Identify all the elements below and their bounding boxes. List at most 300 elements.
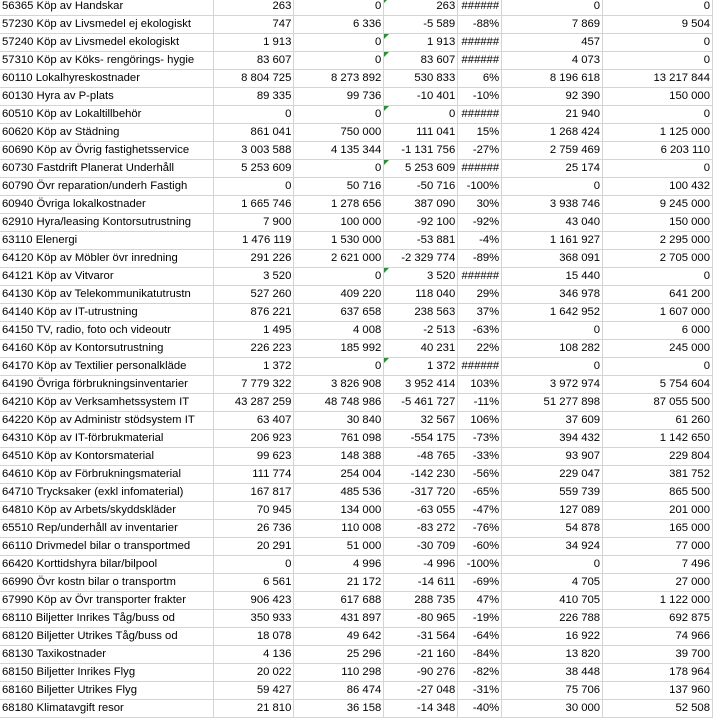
annual-budget-cell[interactable]: 9 245 000: [603, 196, 713, 214]
outcome-cell[interactable]: 5 253 609: [214, 160, 294, 178]
table-row: [0, 304, 713, 322]
annual-budget-cell[interactable]: 87 055 500: [603, 394, 713, 412]
budget-cell[interactable]: 485 536: [294, 484, 384, 502]
annual-budget-cell[interactable]: 9 504: [603, 16, 713, 34]
annual-budget-cell[interactable]: 39 700: [603, 646, 713, 664]
difference-cell[interactable]: 530 833: [384, 70, 458, 88]
percent-cell[interactable]: 47%: [458, 592, 502, 610]
annual-budget-cell[interactable]: 0: [603, 34, 713, 52]
budget-cell[interactable]: 4 008: [294, 322, 384, 340]
percent-cell[interactable]: 37%: [458, 304, 502, 322]
annual-budget-cell[interactable]: 692 875: [603, 610, 713, 628]
account-cell[interactable]: 60620 Köp av Städning: [0, 124, 214, 142]
percent-cell[interactable]: -100%: [458, 556, 502, 574]
previous-year-cell[interactable]: 3 972 974: [502, 376, 603, 394]
outcome-cell[interactable]: 83 607: [214, 52, 294, 70]
account-cell[interactable]: 64610 Köp av Förbrukningsmaterial: [0, 466, 214, 484]
percent-cell[interactable]: -40%: [458, 700, 502, 718]
annual-budget-cell[interactable]: 2 705 000: [603, 250, 713, 268]
percent-cell[interactable]: -69%: [458, 574, 502, 592]
difference-cell[interactable]: -5 589: [384, 16, 458, 34]
difference-cell[interactable]: -31 564: [384, 628, 458, 646]
outcome-cell[interactable]: 20 291: [214, 538, 294, 556]
budget-cell[interactable]: 99 736: [294, 88, 384, 106]
previous-year-cell[interactable]: 3 938 746: [502, 196, 603, 214]
outcome-cell[interactable]: 18 078: [214, 628, 294, 646]
percent-cell[interactable]: -31%: [458, 682, 502, 700]
difference-cell[interactable]: 111 041: [384, 124, 458, 142]
outcome-cell[interactable]: 1 665 746: [214, 196, 294, 214]
annual-budget-cell[interactable]: 7 496: [603, 556, 713, 574]
outcome-cell[interactable]: 0: [214, 106, 294, 124]
previous-year-cell[interactable]: 8 196 618: [502, 70, 603, 88]
budget-cell[interactable]: 86 474: [294, 682, 384, 700]
previous-year-cell[interactable]: 15 440: [502, 268, 603, 286]
previous-year-cell[interactable]: 457: [502, 34, 603, 52]
account-cell[interactable]: 57240 Köp av Livsmedel ekologiskt: [0, 34, 214, 52]
budget-cell[interactable]: 761 098: [294, 430, 384, 448]
account-cell[interactable]: 60790 Övr reparation/underh Fastigh: [0, 178, 214, 196]
percent-cell[interactable]: -27%: [458, 142, 502, 160]
budget-cell[interactable]: 0: [294, 0, 384, 16]
table-row: [0, 592, 713, 610]
difference-cell[interactable]: 387 090: [384, 196, 458, 214]
outcome-cell[interactable]: 111 774: [214, 466, 294, 484]
previous-year-cell[interactable]: 0: [502, 178, 603, 196]
account-cell[interactable]: 64220 Köp av Administr stödsystem IT: [0, 412, 214, 430]
difference-cell[interactable]: 1 372: [384, 358, 458, 376]
budget-cell[interactable]: 49 642: [294, 628, 384, 646]
table-row: [0, 664, 713, 682]
outcome-cell[interactable]: 6 561: [214, 574, 294, 592]
annual-budget-cell[interactable]: 245 000: [603, 340, 713, 358]
previous-year-cell[interactable]: 410 705: [502, 592, 603, 610]
budget-cell[interactable]: 750 000: [294, 124, 384, 142]
percent-cell[interactable]: 29%: [458, 286, 502, 304]
outcome-cell[interactable]: 4 136: [214, 646, 294, 664]
previous-year-cell[interactable]: 34 924: [502, 538, 603, 556]
table-row: [0, 322, 713, 340]
outcome-cell[interactable]: 1 495: [214, 322, 294, 340]
difference-cell[interactable]: -50 716: [384, 178, 458, 196]
outcome-cell[interactable]: 861 041: [214, 124, 294, 142]
budget-cell[interactable]: 110 298: [294, 664, 384, 682]
outcome-cell[interactable]: 3 003 588: [214, 142, 294, 160]
table-row: [0, 52, 713, 70]
previous-year-cell[interactable]: 21 940: [502, 106, 603, 124]
percent-cell[interactable]: -63%: [458, 322, 502, 340]
percent-cell[interactable]: -73%: [458, 430, 502, 448]
annual-budget-cell[interactable]: 61 260: [603, 412, 713, 430]
account-cell[interactable]: 60730 Fastdrift Planerat Underhåll: [0, 160, 214, 178]
account-cell[interactable]: 64140 Köp av IT-utrustning: [0, 304, 214, 322]
previous-year-cell[interactable]: 108 282: [502, 340, 603, 358]
annual-budget-cell[interactable]: 27 000: [603, 574, 713, 592]
budget-cell[interactable]: 0: [294, 268, 384, 286]
percent-cell[interactable]: -82%: [458, 664, 502, 682]
annual-budget-cell[interactable]: 13 217 844: [603, 70, 713, 88]
previous-year-cell[interactable]: 54 878: [502, 520, 603, 538]
difference-cell[interactable]: -142 230: [384, 466, 458, 484]
percent-cell[interactable]: ######: [458, 268, 502, 286]
percent-cell[interactable]: -19%: [458, 610, 502, 628]
account-cell[interactable]: 57310 Köp av Köks- rengörings- hygie: [0, 52, 214, 70]
table-row: [0, 556, 713, 574]
outcome-cell[interactable]: 7 779 322: [214, 376, 294, 394]
annual-budget-cell[interactable]: 0: [603, 358, 713, 376]
annual-budget-cell[interactable]: 6 000: [603, 322, 713, 340]
percent-cell[interactable]: 103%: [458, 376, 502, 394]
account-cell[interactable]: 67990 Köp av Övr transporter frakter: [0, 592, 214, 610]
outcome-cell[interactable]: 1 476 119: [214, 232, 294, 250]
budget-cell[interactable]: 6 336: [294, 16, 384, 34]
previous-year-cell[interactable]: 0: [502, 0, 603, 16]
previous-year-cell[interactable]: 346 978: [502, 286, 603, 304]
table-row: [0, 646, 713, 664]
annual-budget-cell[interactable]: 0: [603, 106, 713, 124]
outcome-cell[interactable]: 89 335: [214, 88, 294, 106]
account-cell[interactable]: 64810 Köp av Arbets/skyddskläder: [0, 502, 214, 520]
account-cell[interactable]: 68180 Klimatavgift resor: [0, 700, 214, 718]
outcome-cell[interactable]: 3 520: [214, 268, 294, 286]
account-cell[interactable]: 57230 Köp av Livsmedel ej ekologiskt: [0, 16, 214, 34]
percent-cell[interactable]: -88%: [458, 16, 502, 34]
table-row: [0, 160, 713, 178]
budget-cell[interactable]: 637 658: [294, 304, 384, 322]
outcome-cell[interactable]: 747: [214, 16, 294, 34]
outcome-cell[interactable]: 20 022: [214, 664, 294, 682]
outcome-cell[interactable]: 906 423: [214, 592, 294, 610]
difference-cell[interactable]: -10 401: [384, 88, 458, 106]
previous-year-cell[interactable]: 226 788: [502, 610, 603, 628]
annual-budget-cell[interactable]: 641 200: [603, 286, 713, 304]
previous-year-cell[interactable]: 2 759 469: [502, 142, 603, 160]
difference-cell[interactable]: 32 567: [384, 412, 458, 430]
budget-cell[interactable]: 8 273 892: [294, 70, 384, 88]
annual-budget-cell[interactable]: 100 432: [603, 178, 713, 196]
previous-year-cell[interactable]: 30 000: [502, 700, 603, 718]
account-cell[interactable]: 68130 Taxikostnader: [0, 646, 214, 664]
difference-cell[interactable]: 3 952 414: [384, 376, 458, 394]
percent-cell[interactable]: -89%: [458, 250, 502, 268]
budget-cell[interactable]: 134 000: [294, 502, 384, 520]
previous-year-cell[interactable]: 43 040: [502, 214, 603, 232]
budget-cell[interactable]: 0: [294, 160, 384, 178]
percent-cell[interactable]: ######: [458, 106, 502, 124]
annual-budget-cell[interactable]: 1 142 650: [603, 430, 713, 448]
outcome-cell[interactable]: 21 810: [214, 700, 294, 718]
annual-budget-cell[interactable]: 52 508: [603, 700, 713, 718]
annual-budget-cell[interactable]: 229 804: [603, 448, 713, 466]
outcome-cell[interactable]: 63 407: [214, 412, 294, 430]
account-cell[interactable]: 65510 Rep/underhåll av inventarier: [0, 520, 214, 538]
difference-cell[interactable]: 263: [384, 0, 458, 16]
table-row: [0, 466, 713, 484]
outcome-cell[interactable]: 291 226: [214, 250, 294, 268]
difference-cell[interactable]: -92 100: [384, 214, 458, 232]
difference-cell[interactable]: 3 520: [384, 268, 458, 286]
account-cell[interactable]: 60690 Köp av Övrig fastighetsservice: [0, 142, 214, 160]
percent-cell[interactable]: ######: [458, 52, 502, 70]
budget-cell[interactable]: 0: [294, 52, 384, 70]
difference-cell[interactable]: -53 881: [384, 232, 458, 250]
budget-cell[interactable]: 148 388: [294, 448, 384, 466]
budget-cell[interactable]: 431 897: [294, 610, 384, 628]
outcome-cell[interactable]: 263: [214, 0, 294, 16]
budget-cell[interactable]: 4 996: [294, 556, 384, 574]
outcome-cell[interactable]: 99 623: [214, 448, 294, 466]
account-cell[interactable]: 64190 Övriga förbrukningsinventarier: [0, 376, 214, 394]
table-row: [0, 610, 713, 628]
annual-budget-cell[interactable]: 2 295 000: [603, 232, 713, 250]
previous-year-cell[interactable]: 368 091: [502, 250, 603, 268]
previous-year-cell[interactable]: 37 609: [502, 412, 603, 430]
budget-cell[interactable]: 36 158: [294, 700, 384, 718]
annual-budget-cell[interactable]: 6 203 110: [603, 142, 713, 160]
previous-year-cell[interactable]: 51 277 898: [502, 394, 603, 412]
account-cell[interactable]: 66420 Korttidshyra bilar/bilpool: [0, 556, 214, 574]
difference-cell[interactable]: 5 253 609: [384, 160, 458, 178]
difference-cell[interactable]: -5 461 727: [384, 394, 458, 412]
account-cell[interactable]: 64510 Köp av Kontorsmaterial: [0, 448, 214, 466]
budget-cell[interactable]: 4 135 344: [294, 142, 384, 160]
difference-cell[interactable]: -27 048: [384, 682, 458, 700]
annual-budget-cell[interactable]: 1 125 000: [603, 124, 713, 142]
previous-year-cell[interactable]: 559 739: [502, 484, 603, 502]
outcome-cell[interactable]: 59 427: [214, 682, 294, 700]
previous-year-cell[interactable]: 92 390: [502, 88, 603, 106]
budget-cell[interactable]: 1 278 656: [294, 196, 384, 214]
outcome-cell[interactable]: 8 804 725: [214, 70, 294, 88]
difference-cell[interactable]: -2 329 774: [384, 250, 458, 268]
annual-budget-cell[interactable]: 865 500: [603, 484, 713, 502]
outcome-cell[interactable]: 206 923: [214, 430, 294, 448]
percent-cell[interactable]: -10%: [458, 88, 502, 106]
percent-cell[interactable]: ######: [458, 358, 502, 376]
difference-cell[interactable]: -30 709: [384, 538, 458, 556]
table-row: [0, 106, 713, 124]
difference-cell[interactable]: -48 765: [384, 448, 458, 466]
percent-cell[interactable]: 106%: [458, 412, 502, 430]
account-cell[interactable]: 64150 TV, radio, foto och videoutr: [0, 322, 214, 340]
account-cell[interactable]: 64210 Köp av Verksamhetssystem IT: [0, 394, 214, 412]
percent-cell[interactable]: 22%: [458, 340, 502, 358]
outcome-cell[interactable]: 527 260: [214, 286, 294, 304]
difference-cell[interactable]: -4 996: [384, 556, 458, 574]
budget-cell[interactable]: 3 826 908: [294, 376, 384, 394]
account-cell[interactable]: 62910 Hyra/leasing Kontorsutrustning: [0, 214, 214, 232]
difference-cell[interactable]: 40 231: [384, 340, 458, 358]
annual-budget-cell[interactable]: 150 000: [603, 88, 713, 106]
outcome-cell[interactable]: 350 933: [214, 610, 294, 628]
table-row: [0, 268, 713, 286]
budget-cell[interactable]: 21 172: [294, 574, 384, 592]
account-cell[interactable]: 66990 Övr kostn bilar o transportm: [0, 574, 214, 592]
outcome-cell[interactable]: 167 817: [214, 484, 294, 502]
previous-year-cell[interactable]: 7 869: [502, 16, 603, 34]
annual-budget-cell[interactable]: 0: [603, 52, 713, 70]
table-row: [0, 682, 713, 700]
difference-cell[interactable]: -554 175: [384, 430, 458, 448]
difference-cell[interactable]: -21 160: [384, 646, 458, 664]
percent-cell[interactable]: -47%: [458, 502, 502, 520]
difference-cell[interactable]: -1 131 756: [384, 142, 458, 160]
previous-year-cell[interactable]: 1 268 424: [502, 124, 603, 142]
account-cell[interactable]: 63110 Elenergi: [0, 232, 214, 250]
percent-cell[interactable]: -56%: [458, 466, 502, 484]
difference-cell[interactable]: 288 735: [384, 592, 458, 610]
annual-budget-cell[interactable]: 5 754 604: [603, 376, 713, 394]
budget-cell[interactable]: 30 840: [294, 412, 384, 430]
outcome-cell[interactable]: 0: [214, 178, 294, 196]
account-cell[interactable]: 68110 Biljetter Inrikes Tåg/buss od: [0, 610, 214, 628]
budget-cell[interactable]: 50 716: [294, 178, 384, 196]
percent-cell[interactable]: -60%: [458, 538, 502, 556]
percent-cell[interactable]: ######: [458, 160, 502, 178]
budget-cell[interactable]: 2 621 000: [294, 250, 384, 268]
difference-cell[interactable]: -90 276: [384, 664, 458, 682]
annual-budget-cell[interactable]: 150 000: [603, 214, 713, 232]
percent-cell[interactable]: -84%: [458, 646, 502, 664]
account-cell[interactable]: 56365 Köp av Handskar: [0, 0, 214, 16]
previous-year-cell[interactable]: 1 642 952: [502, 304, 603, 322]
annual-budget-cell[interactable]: 0: [603, 160, 713, 178]
difference-cell[interactable]: -83 272: [384, 520, 458, 538]
account-cell[interactable]: 60110 Lokalhyreskostnader: [0, 70, 214, 88]
account-cell[interactable]: 64710 Trycksaker (exkl infomaterial): [0, 484, 214, 502]
difference-cell[interactable]: -63 055: [384, 502, 458, 520]
budget-cell[interactable]: 0: [294, 358, 384, 376]
percent-cell[interactable]: 15%: [458, 124, 502, 142]
difference-cell[interactable]: 83 607: [384, 52, 458, 70]
account-cell[interactable]: 68120 Biljetter Utrikes Tåg/buss od: [0, 628, 214, 646]
annual-budget-cell[interactable]: 165 000: [603, 520, 713, 538]
percent-cell[interactable]: -92%: [458, 214, 502, 232]
previous-year-cell[interactable]: 4 705: [502, 574, 603, 592]
difference-cell[interactable]: -14 348: [384, 700, 458, 718]
annual-budget-cell[interactable]: 0: [603, 0, 713, 16]
difference-cell[interactable]: -2 513: [384, 322, 458, 340]
table-row: [0, 88, 713, 106]
outcome-cell[interactable]: 226 223: [214, 340, 294, 358]
account-cell[interactable]: 64170 Köp av Textilier personalkläde: [0, 358, 214, 376]
outcome-cell[interactable]: 0: [214, 556, 294, 574]
annual-budget-cell[interactable]: 0: [603, 268, 713, 286]
percent-cell[interactable]: 6%: [458, 70, 502, 88]
previous-year-cell[interactable]: 0: [502, 556, 603, 574]
outcome-cell[interactable]: 876 221: [214, 304, 294, 322]
percent-cell[interactable]: -76%: [458, 520, 502, 538]
table-row: [0, 574, 713, 592]
percent-cell[interactable]: -11%: [458, 394, 502, 412]
budget-cell[interactable]: 0: [294, 106, 384, 124]
budget-cell[interactable]: 409 220: [294, 286, 384, 304]
account-cell[interactable]: 66110 Drivmedel bilar o transportmed: [0, 538, 214, 556]
difference-cell[interactable]: 238 563: [384, 304, 458, 322]
budget-cell[interactable]: 51 000: [294, 538, 384, 556]
table-row: [0, 340, 713, 358]
difference-cell[interactable]: -80 965: [384, 610, 458, 628]
annual-budget-cell[interactable]: 1 122 000: [603, 592, 713, 610]
annual-budget-cell[interactable]: 137 960: [603, 682, 713, 700]
previous-year-cell[interactable]: 0: [502, 358, 603, 376]
difference-cell[interactable]: -14 611: [384, 574, 458, 592]
annual-budget-cell[interactable]: 381 752: [603, 466, 713, 484]
annual-budget-cell[interactable]: 178 964: [603, 664, 713, 682]
account-cell[interactable]: 68150 Biljetter Inrikes Flyg: [0, 664, 214, 682]
table-row: [0, 376, 713, 394]
budget-cell[interactable]: 25 296: [294, 646, 384, 664]
annual-budget-cell[interactable]: 74 966: [603, 628, 713, 646]
previous-year-cell[interactable]: 0: [502, 322, 603, 340]
percent-cell[interactable]: -64%: [458, 628, 502, 646]
budget-cell[interactable]: 617 688: [294, 592, 384, 610]
outcome-cell[interactable]: 1 372: [214, 358, 294, 376]
account-cell[interactable]: 64160 Köp av Kontorsutrustning: [0, 340, 214, 358]
account-cell[interactable]: 60130 Hyra av P-plats: [0, 88, 214, 106]
previous-year-cell[interactable]: 75 706: [502, 682, 603, 700]
previous-year-cell[interactable]: 25 174: [502, 160, 603, 178]
account-cell[interactable]: 64120 Köp av Möbler övr inredning: [0, 250, 214, 268]
difference-cell[interactable]: 0: [384, 106, 458, 124]
table-row: [0, 0, 713, 16]
previous-year-cell[interactable]: 16 922: [502, 628, 603, 646]
previous-year-cell[interactable]: 38 448: [502, 664, 603, 682]
annual-budget-cell[interactable]: 1 607 000: [603, 304, 713, 322]
budget-cell[interactable]: 100 000: [294, 214, 384, 232]
budget-cell[interactable]: 48 748 986: [294, 394, 384, 412]
account-cell[interactable]: 60940 Övriga lokalkostnader: [0, 196, 214, 214]
outcome-cell[interactable]: 26 736: [214, 520, 294, 538]
percent-cell[interactable]: -65%: [458, 484, 502, 502]
percent-cell[interactable]: ######: [458, 0, 502, 16]
percent-cell[interactable]: 30%: [458, 196, 502, 214]
previous-year-cell[interactable]: 93 907: [502, 448, 603, 466]
outcome-cell[interactable]: 1 913: [214, 34, 294, 52]
budget-cell[interactable]: 185 992: [294, 340, 384, 358]
table-row: [0, 70, 713, 88]
annual-budget-cell[interactable]: 201 000: [603, 502, 713, 520]
previous-year-cell[interactable]: 229 047: [502, 466, 603, 484]
percent-cell[interactable]: -4%: [458, 232, 502, 250]
previous-year-cell[interactable]: 394 432: [502, 430, 603, 448]
account-cell[interactable]: 64130 Köp av Telekommunikatutrustn: [0, 286, 214, 304]
account-cell[interactable]: 60510 Köp av Lokaltillbehör: [0, 106, 214, 124]
percent-cell[interactable]: -33%: [458, 448, 502, 466]
annual-budget-cell[interactable]: 77 000: [603, 538, 713, 556]
difference-cell[interactable]: -317 720: [384, 484, 458, 502]
table-row: [0, 142, 713, 160]
previous-year-cell[interactable]: 4 073: [502, 52, 603, 70]
budget-cell[interactable]: 110 008: [294, 520, 384, 538]
percent-cell[interactable]: -100%: [458, 178, 502, 196]
difference-cell[interactable]: 118 040: [384, 286, 458, 304]
difference-cell[interactable]: 1 913: [384, 34, 458, 52]
previous-year-cell[interactable]: 127 089: [502, 502, 603, 520]
previous-year-cell[interactable]: 1 161 927: [502, 232, 603, 250]
budget-cell[interactable]: 0: [294, 34, 384, 52]
account-cell[interactable]: 64310 Köp av IT-förbrukmaterial: [0, 430, 214, 448]
account-cell[interactable]: 68160 Biljetter Utrikes Flyg: [0, 682, 214, 700]
outcome-cell[interactable]: 7 900: [214, 214, 294, 232]
budget-cell[interactable]: 1 530 000: [294, 232, 384, 250]
outcome-cell[interactable]: 43 287 259: [214, 394, 294, 412]
budget-cell[interactable]: 254 004: [294, 466, 384, 484]
account-cell[interactable]: 64121 Köp av Vitvaror: [0, 268, 214, 286]
previous-year-cell[interactable]: 13 820: [502, 646, 603, 664]
percent-cell[interactable]: ######: [458, 34, 502, 52]
outcome-cell[interactable]: 70 945: [214, 502, 294, 520]
